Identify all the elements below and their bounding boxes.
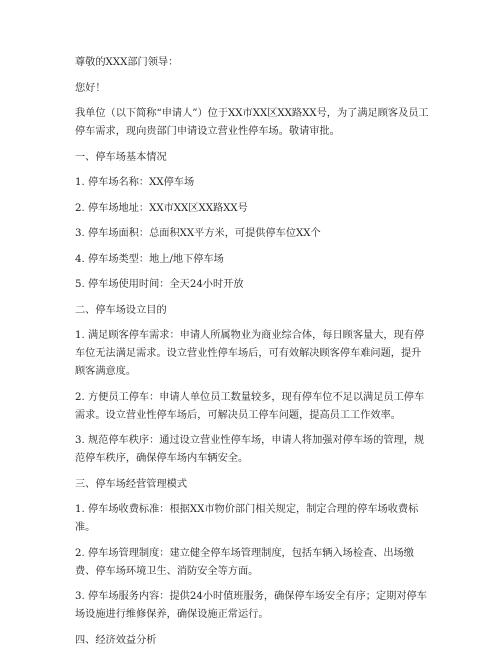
section-heading-basic-info: 一、停车场基本情况 — [75, 151, 167, 163]
intro-paragraph: 我单位（以下简称“申请人”）位于XX市XX区XX路XX号，为了满足顾客及员工停车需求，现向贵部门申请设立营业性停车场。敬请审批。 — [75, 108, 429, 137]
basic-info-item: 2. 停车场地址：XX市XX区XX路XX号 — [75, 202, 248, 214]
salutation: 尊敬的XXX部门领导： — [75, 57, 179, 68]
basic-info-item: 1. 停车场名称：XX停车场 — [75, 177, 195, 188]
greeting: 您好！ — [75, 82, 106, 94]
purpose-item: 2. 方便员工停车：申请人单位员工数量较多，现有停车位不足以满足员工停车需求。设立营业性停车场后，可解决员工停车问题，提高员工工作效率。 — [75, 391, 425, 421]
management-item: 1. 停车场收费标准：根据XX市物价部门相关规定，制定合理的停车场收费标准。 — [75, 504, 419, 533]
basic-info-item: 4. 停车场类型：地上/地下停车场 — [75, 253, 224, 265]
purpose-item: 3. 规范停车秩序：通过设立营业性停车场，申请人将加强对停车场的管理，规范停车秩序，确保停车场内车辆安全。 — [75, 435, 425, 464]
basic-info-item: 5. 停车场使用时间：全天24小时开放 — [75, 279, 244, 290]
application-letter — [75, 54, 431, 657]
section-heading-purpose: 二、停车场设立目的 — [75, 304, 167, 316]
section-heading-management: 三、停车场经营管理模式 — [75, 478, 188, 490]
section-heading-economics: 四、经济效益分析 — [75, 634, 157, 646]
basic-info-item: 3. 停车场面积：总面积XX平方米，可提供停车位XX个 — [75, 228, 321, 239]
management-item: 2. 停车场管理制度：建立健全停车场管理制度，包括车辆入场检查、出场缴费、停车场环境卫生、消防安全等方面。 — [75, 547, 414, 577]
management-item: 3. 停车场服务内容：提供24小时值班服务，确保停车场安全有序；定期对停车场设施进行维修保养，确保设施正常运行。 — [75, 591, 427, 620]
purpose-item: 1. 满足顾客停车需求：申请人所属物业为商业综合体，每日顾客量大，现有停车位无法满足需求。设立营业性停车场后，可有效解决顾客停车难问题，提升顾客满意度。 — [75, 330, 425, 377]
